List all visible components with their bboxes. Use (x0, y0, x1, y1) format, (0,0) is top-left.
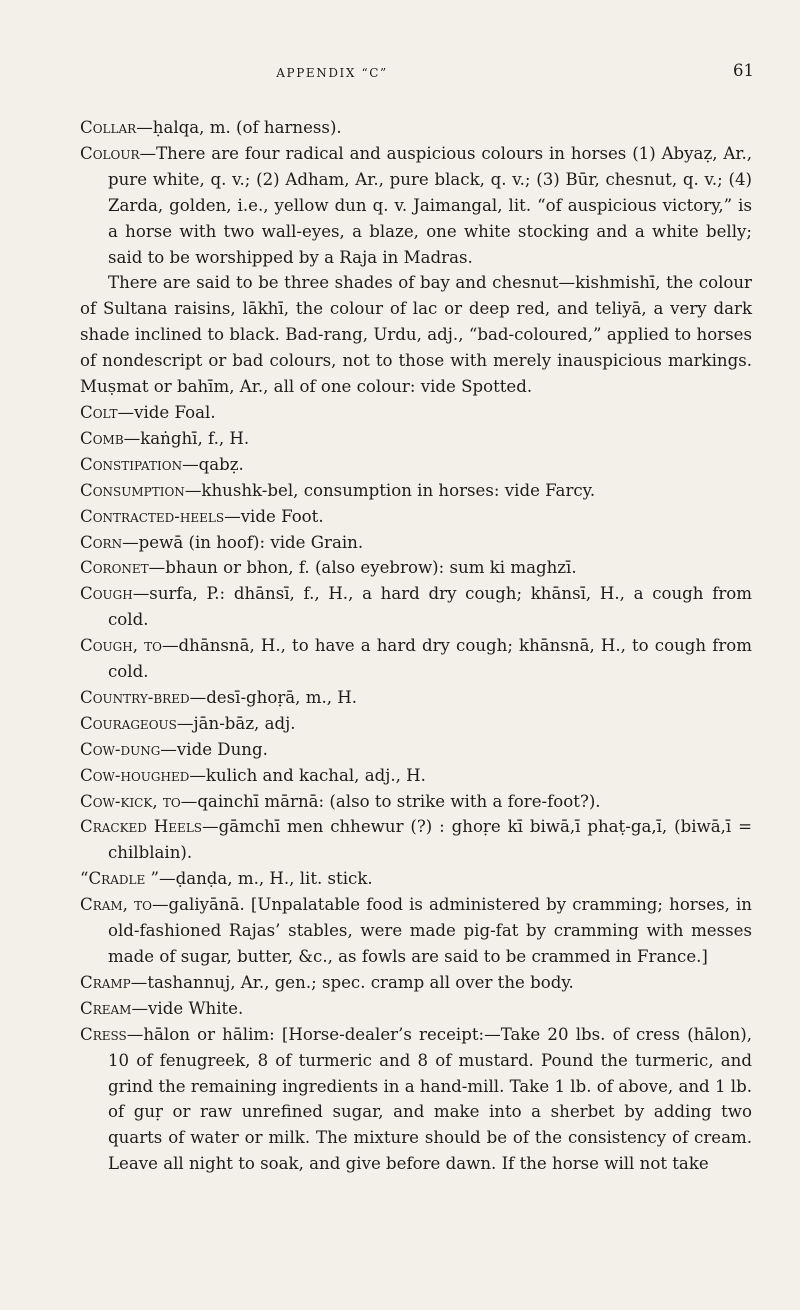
entry-cough-to (80, 633, 752, 685)
entry-text: —jān-bāz, adj. (176, 713, 296, 733)
entry-text: —vide White. (131, 998, 244, 1018)
entry-headword: Comb (80, 428, 124, 448)
entry-headword: Colt (80, 402, 118, 422)
entry-cow-dung (80, 737, 752, 763)
entry-text: —tashannuj, Ar., gen.; spec. cramp all over the body. (130, 972, 574, 992)
entry-text: —gāmchī men chhewur (?) : ghoṛe kī biwā,ī phaṭ-ga,ī, (biwā,ī = chilblain). (108, 817, 752, 863)
entry-text: —kulich and kachal, adj., H. (189, 765, 426, 785)
entry-headword: Cow-dung (80, 739, 161, 759)
entry-headword: Collar (80, 118, 137, 137)
entry-headword: Constipation (80, 454, 183, 474)
entry-cough (80, 581, 752, 633)
entry-cradle (80, 866, 752, 892)
entry-text: —hālon or hālim: [Horse-dealer’s receipt:—Take 20 lbs. of cress (hālon), 10 of fenugreek, 8 of turmeric and 8 of mustard. Pound the turmeric, and grind the remaining ingredients in a hand-mill. Take 1 lb. of above, and 1 lb. of guṛ or raw unrefined sugar, and make into a sherbet by adding two quarts of water or milk. The mixture should be of the consistency of cream. Leave all night to soak, and give before dawn. If the horse will not take (108, 1024, 752, 1174)
entry-headword: Courageous (80, 713, 177, 733)
entry-cramp (80, 970, 752, 996)
entry-colour (80, 141, 752, 271)
entry-coronet (80, 555, 752, 581)
entry-text: —ḥalqa, m. (of harness). (136, 118, 342, 137)
entry-country-bred (80, 685, 752, 711)
entry-headword: Consumption (80, 480, 185, 500)
entry-text: —bhaun or bhon, f. (also eyebrow): sum ki maghzī. (148, 558, 577, 578)
entry-headword: Cough (80, 584, 133, 604)
entry-cracked-heels (80, 814, 752, 866)
entry-cram (80, 892, 752, 970)
glossary-body (80, 115, 752, 1177)
entry-headword: Cow-kick, to (80, 791, 181, 811)
entry-headword: Cow-houghed (80, 765, 190, 785)
entry-headword: Cream (80, 998, 132, 1018)
entry-text: —There are four radical and auspicious colours in horses (1) Abyaẓ, Ar., pure white, q. v.; (2) Adham, Ar., pure black, q. v.; (3) Būr, chesnut, q. v.; (4) Zarda, golden, i.e., yellow dun q. v. Jaimangal, lit. “of auspicious victory,” is a horse with two wall-eyes, a blaze, one white stocking and a white belly; said to be worshipped by a Raja in Madras. (108, 143, 752, 267)
entry-colt (80, 400, 752, 426)
entry-text: —vide Foot. (224, 506, 324, 526)
entry-text: There are said to be three shades of bay and chesnut—kishmishī, the colour of Sultana raisins, lākhī, the colour of lac or deep red, and teliyā, a very dark shade inclined to black. Bad-rang, Urdu, adj., “bad-coloured,” applied to horses of nondescript or bad colours, not to those with merely inauspicious markings. Muṣmat or bahīm, Ar., all of one colour: vide Spotted. (80, 273, 752, 397)
entry-consumption (80, 478, 752, 504)
entry-headword: Cram, to (80, 895, 152, 915)
entry-text: —ḍanḍa, m., H., lit. stick. (159, 869, 373, 889)
entry-corn (80, 530, 752, 556)
entry-headword: Country-bred (80, 687, 190, 707)
entry-text: —galiyānā. [Unpalatable food is administered by cramming; horses, in old-fashioned Rajas’ stables, were made pig-fat by cramming with messes made of sugar, butter, &c., as fowls are said to be crammed in France.] (108, 895, 752, 966)
page-number: 61 (733, 61, 754, 80)
entry-text: —surfa, P.: dhānsī, f., H., a hard dry cough; khānsī, H., a cough from cold. (108, 584, 752, 630)
entry-courageous (80, 711, 752, 737)
entry-headword: Corn (80, 532, 123, 552)
entry-text: —vide Dung. (160, 739, 268, 759)
entry-cream (80, 996, 752, 1022)
entry-cress (80, 1022, 752, 1177)
entry-headword: Colour (80, 143, 140, 163)
entry-comb (80, 426, 752, 452)
entry-text: —vide Foal. (117, 402, 216, 422)
entry-headword: Contracted-heels (80, 506, 225, 526)
entry-text: —kaṅghī, f., H. (123, 428, 250, 448)
entry-text: —pewā (in hoof): vide Grain. (122, 532, 364, 552)
entry-cow-kick (80, 789, 752, 815)
entry-headword: Coronet (80, 558, 149, 578)
entry-cow-houghed (80, 763, 752, 789)
entry-headword: Cramp (80, 972, 131, 992)
running-head: APPENDIX “C” (276, 66, 388, 80)
entry-headword: “Cradle ” (80, 869, 159, 889)
entry-contracted-heels (80, 504, 752, 530)
entry-text: —qabẓ. (182, 454, 244, 474)
entry-headword: Cracked Heels (80, 817, 203, 837)
entry-text: —desī-ghoṛā, m., H. (189, 687, 358, 707)
entry-colour-continued (80, 270, 752, 400)
entry-text: —dhānsnā, H., to have a hard dry cough; khānsnā, H., to cough from cold. (108, 636, 752, 682)
entry-constipation (80, 452, 752, 478)
entry-headword: Cress (80, 1024, 127, 1044)
entry-text: —qainchī mārnā: (also to strike with a fore-foot?). (180, 791, 601, 811)
entry-headword: Cough, to (80, 636, 162, 656)
entry-text: —khushk-bel, consumption in horses: vide Farcy. (184, 480, 596, 500)
entry-collar (80, 115, 752, 141)
